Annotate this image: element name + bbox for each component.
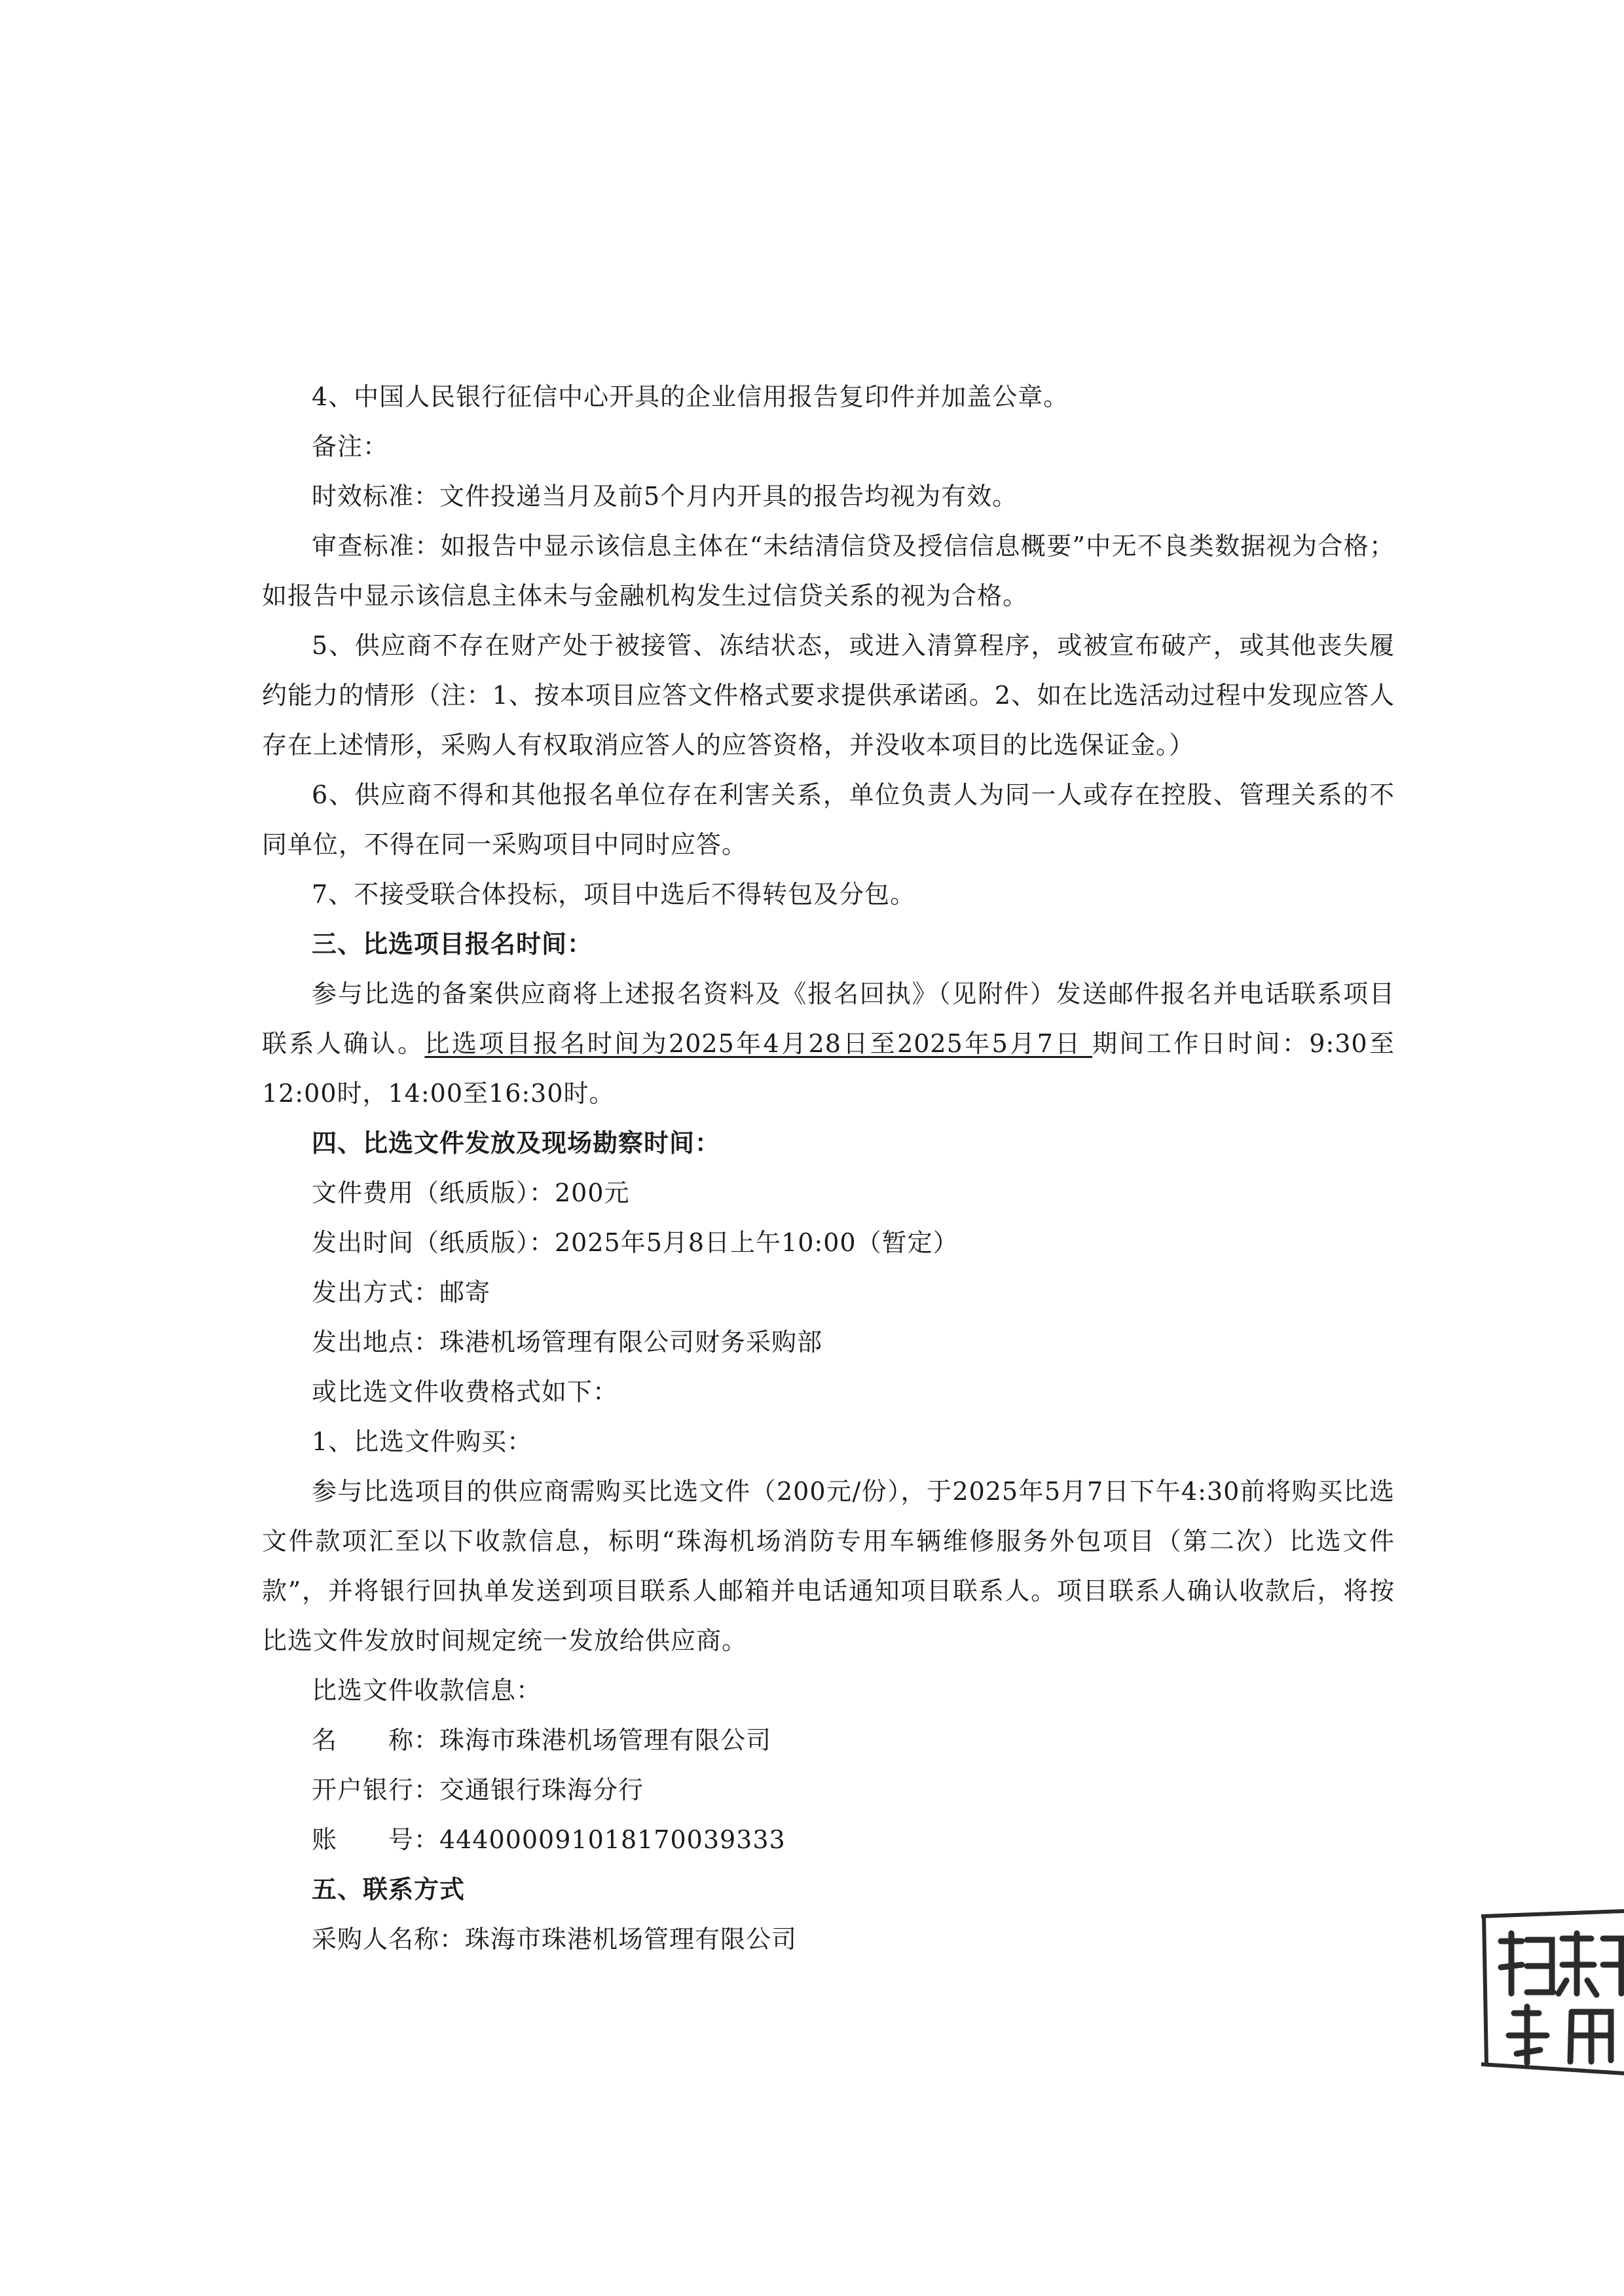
edge-stamp: [1481, 1902, 1624, 2085]
paragraph-credit-report: 4、中国人民银行征信中心开具的企业信用报告复印件并加盖公章。: [312, 382, 1069, 411]
paragraph-validity-standard: 时效标准：文件投递当月及前5个月内开具的报告均视为有效。: [312, 482, 1018, 511]
paragraph-note-label: 备注：: [312, 432, 389, 461]
paragraph-purchase-label: 1、比选文件购买：: [312, 1427, 533, 1456]
heading-registration-time: 三、比选项目报名时间：: [312, 929, 593, 958]
paragraph-purchase-details: 参与比选项目的供应商需购买比选文件（200元/份），于2025年5月7日下午4:30前将购买比选文件款项汇至以下收款信息，标明“珠海机场消防专用车辆维修服务外包项目（第二次）比选文件款”，并将银行回执单发送到项目联系人邮箱并电话通知项目联系人。项目联系人确认收款后，将按比选文件发放时间规定统一发放给供应商。: [262, 1477, 1395, 1655]
paragraph-purchaser-name: 采购人名称：珠海市珠港机场管理有限公司: [312, 1925, 798, 1954]
paragraph-fee-format: 或比选文件收费格式如下：: [312, 1377, 619, 1406]
paragraph-document-fee: 文件费用（纸质版）：200元: [312, 1178, 630, 1207]
registration-text-before: 参与比选的备案供应商将上述报名资料及《报名回执》（见附件）发送邮件报名并电话联系项目联系人确认。: [262, 979, 1395, 1058]
paragraph-bank-name: 开户银行：交通银行珠海分行: [312, 1776, 644, 1804]
registration-text-after: 期间工作日时间：9:30至12:00时，14:00至16:30时。: [262, 1029, 1395, 1108]
paragraph-payment-info-label: 比选文件收款信息：: [312, 1676, 542, 1705]
edge-stamp-graphic: [1481, 1902, 1624, 2085]
paragraph-issue-location: 发出地点：珠港机场管理有限公司财务采购部: [312, 1328, 823, 1357]
heading-document-issuance: 四、比选文件发放及现场勘察时间：: [312, 1128, 721, 1157]
paragraph-issue-method: 发出方式：邮寄: [312, 1278, 491, 1307]
registration-time-underlined: 比选项目报名时间为2025年4月28日至2025年5月7日: [424, 1029, 1093, 1058]
document-body: [262, 372, 1395, 1964]
paragraph-account-number: 账 号：444000091018170039333: [312, 1825, 786, 1854]
paragraph-item-6: 6、供应商不得和其他报名单位存在利害关系，单位负责人为同一人或存在控股、管理关系的不同单位，不得在同一采购项目中同时应答。: [262, 780, 1395, 859]
paragraph-issue-time: 发出时间（纸质版）：2025年5月8日上午10:00（暂定）: [312, 1228, 959, 1257]
paragraph-account-name: 名 称：珠海市珠港机场管理有限公司: [312, 1726, 772, 1755]
paragraph-item-7: 7、不接受联合体投标，项目中选后不得转包及分包。: [312, 880, 916, 909]
paragraph-registration-info: [262, 969, 1395, 1118]
heading-contact: 五、联系方式: [312, 1874, 466, 1904]
paragraph-item-5: 5、供应商不存在财产处于被接管、冻结状态，或进入清算程序，或被宣布破产，或其他丧失履约能力的情形（注：1、按本项目应答文件格式要求提供承诺函。2、如在比选活动过程中发现应答人存在上述情形，采购人有权取消应答人的应答资格，并没收本项目的比选保证金。）: [262, 631, 1395, 759]
paragraph-review-standard: 审查标准：如报告中显示该信息主体在“未结清信贷及授信信息概要”中无不良类数据视为合格；如报告中显示该信息主体未与金融机构发生过信贷关系的视为合格。: [262, 532, 1395, 610]
